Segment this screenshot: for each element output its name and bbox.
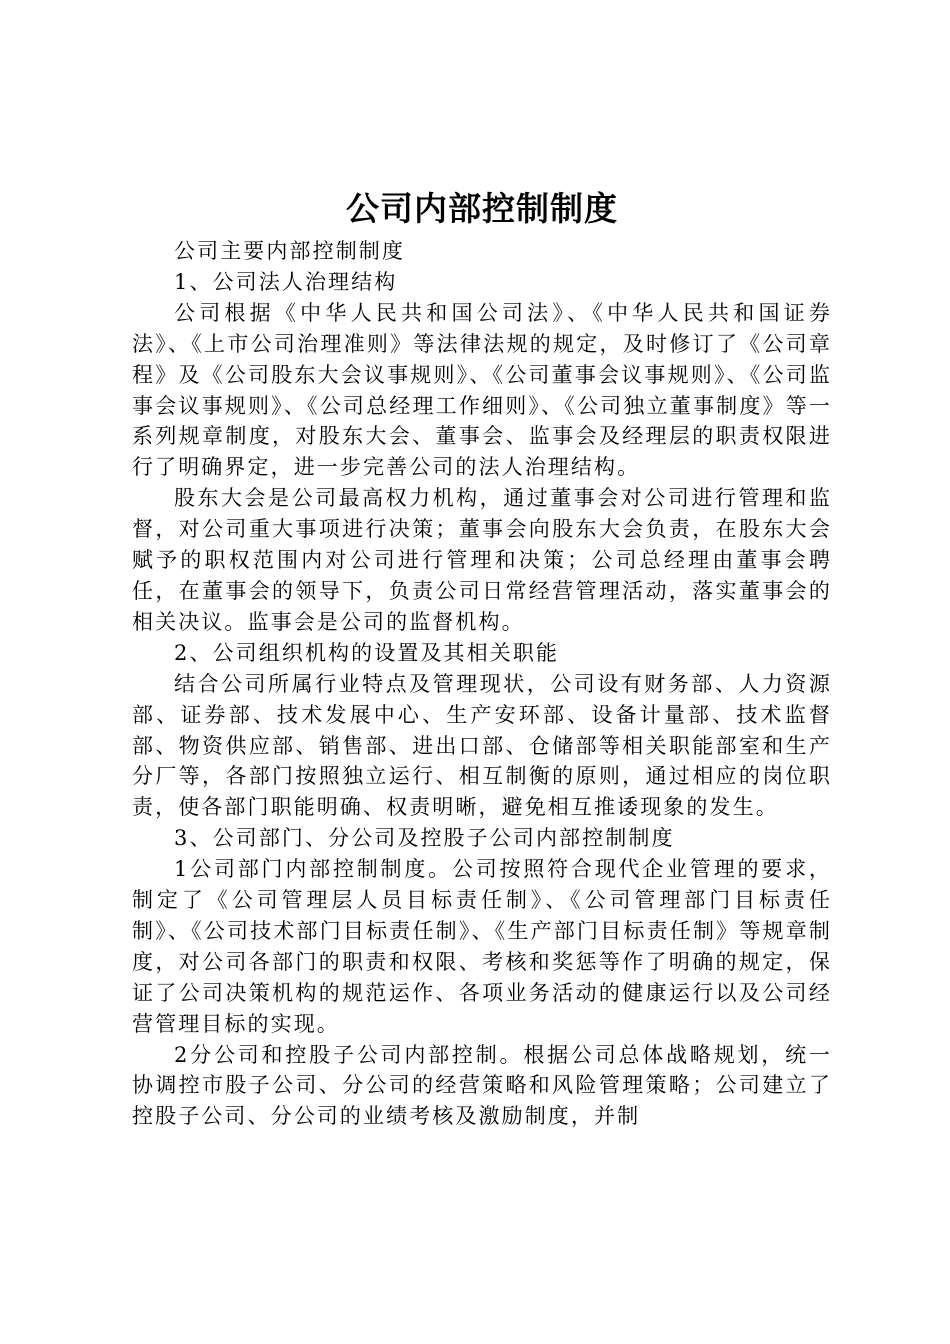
section-intro: 公司主要内部控制制度 (174, 239, 405, 263)
paragraph-department-control: 1公司部门内部控制制度。公司按照符合现代企业管理的要求，制定了《公司管理层人员目标责任制》、《公司管理部门目标责任制》、《公司技术部门目标责任制》、《生产部门目标责任制》等规章制度，对公司各部门的职责和权限、考核和奖惩等作了明确的规定，保证了公司决策机构的规范运作、各项业务活动的健康运行以及公司经营管理目标的实现。 (132, 857, 832, 1036)
document-body (132, 236, 832, 1132)
section-heading-2: 2、公司组织机构的设置及其相关职能 (174, 640, 560, 665)
section-heading-1: 1、公司法人治理结构 (174, 269, 398, 294)
section-heading-3: 3、公司部门、分公司及控股子公司内部控制制度 (174, 826, 675, 851)
document-title: 公司内部控制制度 (346, 189, 618, 228)
paragraph-shareholders-meeting: 股东大会是公司最高权力机构，通过董事会对公司进行管理和监督，对公司重大事项进行决策；董事会向股东大会负责，在股东大会赋予的职权范围内对公司进行管理和决策；公司总经理由董事会聘任，在董事会的领导下，负责公司日常经营管理活动，落实董事会的相关决议。监事会是公司的监督机构。 (132, 486, 832, 634)
paragraph-governance-rules: 公司根据《中华人民共和国公司法》、《中华人民共和国证券法》、《上市公司治理准则》等法律法规的规定，及时修订了《公司章程》及《公司股东大会议事规则》、《公司董事会议事规则》、《公司监事会议事规则》、《公司总经理工作细则》、《公司独立董事制度》等一系列规章制度，对股东大会、董事会、监事会及经理层的职责权限进行了明确界定，进一步完善公司的法人治理结构。 (132, 300, 832, 480)
paragraph-organization: 结合公司所属行业特点及管理现状，公司设有财务部、人力资源部、证券部、技术发展中心、生产安环部、设备计量部、技术监督部、物资供应部、销售部、进出口部、仓储部等相关职能部室和生产分厂等，各部门按照独立运行、相互制衡的原则，通过相应的岗位职责，使各部门职能明确、权责明晰，避免相互推诿现象的发生。 (132, 671, 832, 820)
paragraph-subsidiary-control: 2分公司和控股子公司内部控制。根据公司总体战略规划，统一协调控市股子公司、分公司的经营策略和风险管理策略；公司建立了控股子公司、分公司的业绩考核及激励制度，并制 (132, 1042, 832, 1129)
document-page (132, 182, 832, 1132)
